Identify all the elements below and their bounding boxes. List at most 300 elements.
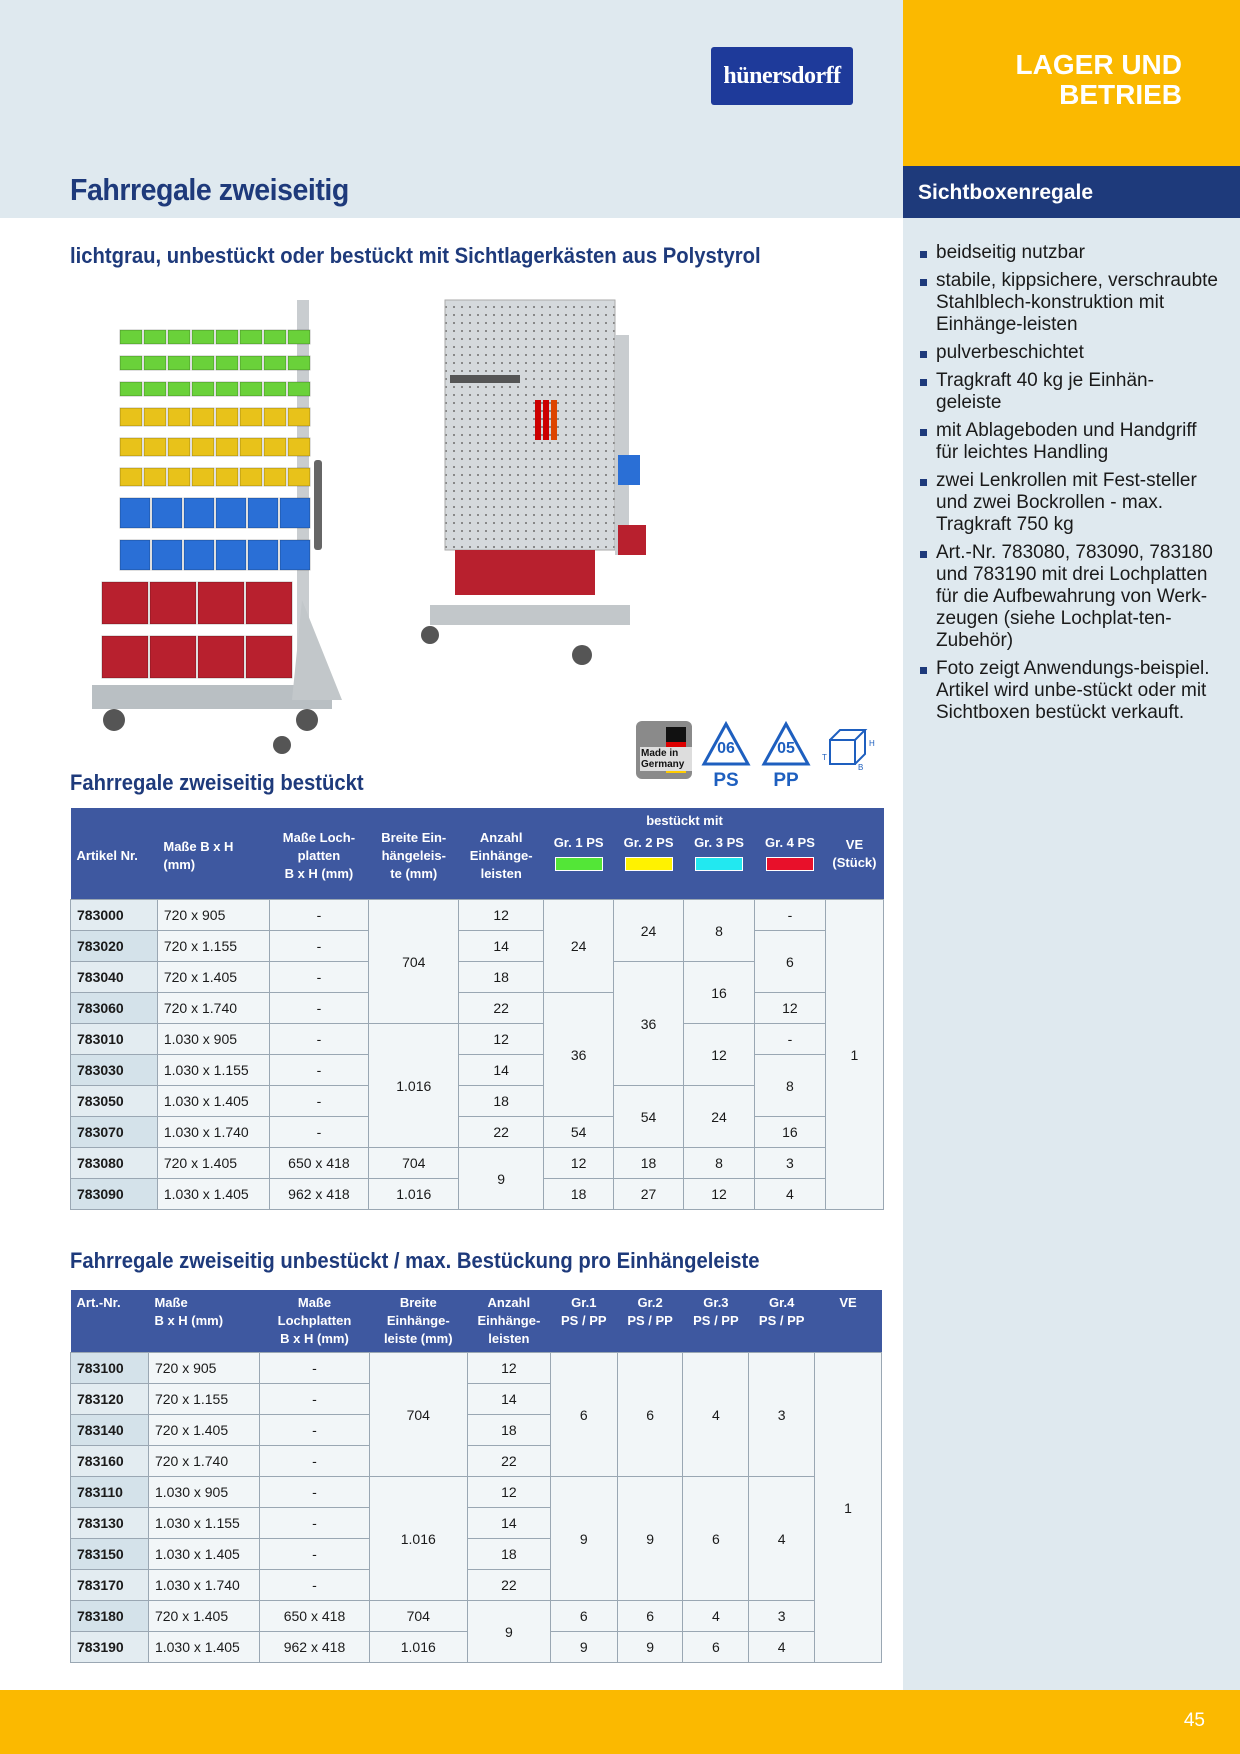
color-swatch-cyan (695, 857, 743, 871)
color-swatch-red (766, 857, 814, 871)
col-header-ve (825, 808, 883, 900)
cell-anzahl: 12 (459, 1024, 544, 1055)
ps-code: 06 (717, 740, 735, 757)
cell-gr4: 12 (754, 993, 825, 1024)
bin-shape (198, 636, 244, 678)
cell-breite: 704 (369, 1601, 467, 1632)
col-header-anzahl-1: Anzahl (479, 829, 523, 845)
cell-anzahl: 18 (459, 1086, 544, 1117)
bin-shape (264, 330, 286, 344)
cell-gr3: 12 (684, 1024, 755, 1086)
bin-shape (120, 356, 142, 370)
col-header-gr3 (683, 1290, 749, 1353)
cell-gr2: 9 (617, 1477, 683, 1601)
feature-item: pulverbeschichtet (918, 342, 1218, 364)
col-header-gr4-2: PS / PP (758, 1313, 805, 1328)
cell-gr4: 4 (749, 1632, 815, 1663)
cell-dims: 720 x 1.155 (148, 1384, 259, 1415)
cell-loch: - (260, 1508, 369, 1539)
cell-anzahl: 22 (467, 1570, 550, 1601)
made-in-germany-badge (636, 721, 692, 779)
bin-shape (264, 408, 286, 426)
bin-shape (144, 330, 166, 344)
bin-shape (248, 540, 278, 570)
recycle-ps-icon (700, 720, 752, 790)
cell-gr2: 54 (614, 1086, 684, 1148)
section-title-bestueckt: Fahrregale zweiseitig bestückt (70, 770, 364, 795)
cell-art: 783140 (71, 1415, 149, 1446)
bin-shape (168, 468, 190, 486)
col-header-breite-2: hängeleis- (381, 847, 446, 863)
bin-shape (288, 382, 310, 396)
col-header-gr2 (617, 1290, 683, 1353)
bin-shape (288, 468, 310, 486)
cell-dims: 1.030 x 1.740 (148, 1570, 259, 1601)
col-header-gr1-1: Gr.1 (571, 1295, 597, 1310)
col-header-loch (269, 808, 369, 900)
bin-shape (216, 540, 246, 570)
col-header-gr3-2: PS / PP (693, 1313, 739, 1328)
bin-shape (120, 498, 150, 528)
col-header-breite-1: Breite Ein- (381, 829, 447, 845)
cell-art: 783060 (71, 993, 158, 1024)
cell-gr3: 6 (683, 1632, 749, 1663)
bin-shape (120, 382, 142, 396)
cell-gr1: 6 (550, 1601, 617, 1632)
color-swatch-yellow (625, 857, 673, 871)
bin-shape (264, 382, 286, 396)
bin-shape (288, 330, 310, 344)
cell-anzahl: 9 (459, 1148, 544, 1210)
cell-gr2: 36 (614, 962, 684, 1086)
cell-gr3: 4 (683, 1353, 749, 1477)
category-title (1016, 50, 1182, 110)
col-header-gr4-label: Gr. 4 PS (765, 835, 815, 850)
cell-art: 783010 (71, 1024, 158, 1055)
cell-gr2: 9 (617, 1632, 683, 1663)
cell-breite: 704 (369, 900, 459, 1024)
col-header-ve-1: VE (845, 836, 864, 852)
cell-gr1: 6 (550, 1353, 617, 1477)
cell-loch: - (269, 1024, 369, 1055)
col-header-breite-3: te (mm) (390, 865, 438, 881)
cell-breite: 704 (369, 1353, 467, 1477)
cell-dims: 720 x 905 (157, 900, 269, 931)
cell-breite: 704 (369, 1148, 459, 1179)
cell-dims: 720 x 1.740 (157, 993, 269, 1024)
cell-gr3: 16 (684, 962, 755, 1024)
bin-shape (120, 540, 150, 570)
footer-bar (0, 1690, 1240, 1754)
cell-loch: 962 x 418 (269, 1179, 369, 1210)
col-header-anzahl-3: leisten (488, 1331, 530, 1346)
cell-anzahl: 12 (467, 1477, 550, 1508)
col-header-gr2-2: PS / PP (627, 1313, 673, 1328)
cell-art: 783120 (71, 1384, 149, 1415)
bin-shape (240, 468, 262, 486)
bin-shape (264, 438, 286, 456)
bin-shape (216, 408, 238, 426)
cell-gr1: 36 (544, 993, 614, 1117)
cell-loch: - (260, 1446, 369, 1477)
product-image-lochplatten (410, 295, 650, 675)
bin-shape (184, 540, 214, 570)
cell-loch: - (260, 1384, 369, 1415)
col-header-gr1 (550, 1290, 617, 1353)
table-unbestueckt (70, 1290, 882, 1663)
cell-art: 783090 (71, 1179, 158, 1210)
col-header-breite (369, 1290, 467, 1353)
cell-dims: 1.030 x 905 (157, 1024, 269, 1055)
cell-art: 783100 (71, 1353, 149, 1384)
cell-anzahl: 22 (467, 1446, 550, 1477)
cell-anzahl: 12 (467, 1353, 550, 1384)
bin-shape (240, 438, 262, 456)
col-header-loch (260, 1290, 369, 1353)
cell-gr1: 24 (544, 900, 614, 993)
col-header-ve: VE (815, 1290, 882, 1353)
cell-dims: 1.030 x 1.740 (157, 1117, 269, 1148)
cell-gr1: 18 (544, 1179, 614, 1210)
cell-art: 783070 (71, 1117, 158, 1148)
cell-dims: 1.030 x 905 (148, 1477, 259, 1508)
table-bestueckt (70, 808, 884, 1210)
cell-dims: 720 x 1.405 (148, 1415, 259, 1446)
cell-anzahl: 22 (459, 1117, 544, 1148)
bin-shape (192, 468, 214, 486)
cell-art: 783150 (71, 1539, 149, 1570)
cell-gr2: 6 (617, 1353, 683, 1477)
cell-loch: 962 x 418 (260, 1632, 369, 1663)
table-row (71, 1477, 882, 1508)
subcategory-label: Sichtboxenregale (918, 181, 1094, 204)
cell-dims: 1.030 x 1.155 (148, 1508, 259, 1539)
cell-loch: - (260, 1539, 369, 1570)
bin-shape (144, 438, 166, 456)
cell-anzahl: 9 (467, 1601, 550, 1663)
col-header-loch-1: Maße (297, 1295, 332, 1310)
brand-logo (711, 47, 853, 105)
bin-shape (240, 408, 262, 426)
cell-gr4: 3 (749, 1353, 815, 1477)
cell-gr2: 24 (614, 900, 684, 962)
page-title: Fahrregale zweiseitig (70, 172, 349, 207)
bin-shape (216, 382, 238, 396)
cell-dims: 1.030 x 1.155 (157, 1055, 269, 1086)
bin-shape (264, 468, 286, 486)
table-row (71, 931, 884, 962)
feature-item: Art.-Nr. 783080, 783090, 783180 und 783190 mit drei Lochplatten für die Aufbewahrung von Werk-zeugen (siehe Lochplat-ten-Zubehör) (918, 542, 1218, 652)
dim-b-label: B (858, 763, 864, 770)
bin-shape (264, 356, 286, 370)
col-header-anzahl-1: Anzahl (487, 1295, 531, 1310)
dim-t-label: T (822, 753, 827, 762)
cell-anzahl: 18 (467, 1539, 550, 1570)
color-swatch-green (555, 857, 603, 871)
bin-shape (168, 356, 190, 370)
cell-art: 783080 (71, 1148, 158, 1179)
bin-shape (246, 636, 292, 678)
cell-dims: 1.030 x 1.405 (148, 1539, 259, 1570)
table-row (71, 1601, 882, 1632)
cell-loch: - (269, 1117, 369, 1148)
cell-gr3: 8 (684, 1148, 755, 1179)
cell-dims: 1.030 x 1.405 (157, 1086, 269, 1117)
bin-shape (120, 438, 142, 456)
col-header-gr4-1: Gr.4 (769, 1295, 795, 1310)
col-header-gr3-1: Gr.3 (703, 1295, 729, 1310)
col-header-art: Artikel Nr. (71, 808, 158, 900)
cell-anzahl: 12 (459, 900, 544, 931)
bin-shape (192, 330, 214, 344)
cell-gr4: 4 (749, 1477, 815, 1601)
cell-gr2: 27 (614, 1179, 684, 1210)
cell-art: 783160 (71, 1446, 149, 1477)
cell-loch: - (260, 1353, 369, 1384)
bin-shape (216, 330, 238, 344)
bin-shape (102, 636, 148, 678)
bin-shape (216, 468, 238, 486)
cell-loch: - (269, 1055, 369, 1086)
bin-shape (192, 408, 214, 426)
cell-gr3: 6 (683, 1477, 749, 1601)
bin-shape (216, 438, 238, 456)
bin-shape (144, 408, 166, 426)
col-header-dims (148, 1290, 259, 1353)
cell-gr1: 12 (544, 1148, 614, 1179)
cell-loch: - (269, 993, 369, 1024)
cell-gr1: 9 (550, 1477, 617, 1601)
bin-shape (120, 330, 142, 344)
cell-loch: - (260, 1415, 369, 1446)
cell-gr1: 54 (544, 1117, 614, 1148)
col-header-gr1 (544, 830, 614, 900)
table-row (71, 1353, 882, 1384)
cell-loch: - (260, 1477, 369, 1508)
bin-shape (152, 498, 182, 528)
cell-gr3: 8 (684, 900, 755, 962)
col-header-loch-2: Lochplatten (277, 1313, 352, 1328)
col-header-gr2-label: Gr. 2 PS (623, 835, 674, 850)
bin-shape (288, 408, 310, 426)
col-header-loch-3: B x H (mm) (280, 1331, 349, 1346)
cell-art: 783000 (71, 900, 158, 931)
cell-gr4: 4 (754, 1179, 825, 1210)
col-header-ve-2: (Stück) (832, 854, 877, 870)
cell-art: 783190 (71, 1632, 149, 1663)
bin-shape (198, 582, 244, 624)
bin-shape (192, 356, 214, 370)
dim-h-label: H (869, 739, 875, 748)
feature-item: beidseitig nutzbar (918, 242, 1218, 264)
col-header-breite-1: Breite (399, 1295, 437, 1310)
bin-shape (144, 382, 166, 396)
bin-shape (168, 330, 190, 344)
cell-loch: 650 x 418 (269, 1148, 369, 1179)
bin-shape (144, 468, 166, 486)
col-header-loch-1: Maße Loch- (282, 829, 356, 845)
cell-loch: 650 x 418 (260, 1601, 369, 1632)
bin-shape (184, 498, 214, 528)
cell-dims: 1.030 x 1.405 (148, 1632, 259, 1663)
bin-shape (120, 408, 142, 426)
cell-loch: - (269, 962, 369, 993)
cell-loch: - (269, 931, 369, 962)
bin-shape (280, 498, 310, 528)
bin-shape (168, 382, 190, 396)
cell-gr4: - (754, 900, 825, 931)
bin-shape (150, 636, 196, 678)
table-row (71, 993, 884, 1024)
cell-breite: 1.016 (369, 1632, 467, 1663)
bin-shape (288, 356, 310, 370)
page-subtitle: lichtgrau, unbestückt oder bestückt mit Sichtlagerkästen aus Polystyrol (70, 243, 761, 268)
col-header-anzahl-3: leisten (480, 865, 522, 881)
cell-gr3: 24 (684, 1086, 755, 1148)
cell-loch: - (269, 1086, 369, 1117)
cell-dims: 720 x 1.155 (157, 931, 269, 962)
col-header-anzahl (467, 1290, 550, 1353)
cell-gr3: 4 (683, 1601, 749, 1632)
col-header-gr2 (614, 830, 684, 900)
bin-shape (248, 498, 278, 528)
group-header-bestueckt-mit: bestückt mit (544, 808, 826, 830)
cell-gr3: 12 (684, 1179, 755, 1210)
bin-shape (102, 582, 148, 624)
feature-item: zwei Lenkrollen mit Fest-steller und zwei Bockrollen - max. Tragkraft 750 kg (918, 470, 1218, 536)
table-row (71, 1055, 884, 1086)
dimensions-cube-icon (820, 722, 880, 770)
cell-art: 783040 (71, 962, 158, 993)
cell-art: 783170 (71, 1570, 149, 1601)
cell-dims: 720 x 1.740 (148, 1446, 259, 1477)
cell-gr4: 8 (754, 1055, 825, 1117)
feature-item: Foto zeigt Anwendungs-beispiel. Artikel wird unbe-stückt oder mit Sichtboxen bestückt verkauft. (918, 658, 1218, 724)
col-header-dims-2: B x H (mm) (154, 1313, 224, 1328)
cell-gr2: 18 (614, 1148, 684, 1179)
bin-shape (168, 438, 190, 456)
col-header-breite-3: leiste (mm) (383, 1331, 453, 1346)
cell-dims: 720 x 1.405 (148, 1601, 259, 1632)
product-image-bins (92, 300, 372, 755)
bin-shape (240, 356, 262, 370)
cell-art: 783050 (71, 1086, 158, 1117)
col-header-dims (157, 808, 269, 900)
made-in-text: Made in Germany (640, 747, 692, 771)
col-header-gr1-label: Gr. 1 PS (553, 835, 604, 850)
cell-dims: 720 x 1.405 (157, 1148, 269, 1179)
category-line-2: BETRIEB (1059, 79, 1182, 110)
cell-anzahl: 14 (459, 931, 544, 962)
col-header-anzahl-2: Einhänge- (477, 1313, 541, 1328)
recycle-pp-icon (760, 720, 812, 790)
bin-shape (192, 382, 214, 396)
cell-ve: 1 (825, 900, 883, 1210)
bin-shape (240, 382, 262, 396)
col-header-breite-2: Einhänge- (386, 1313, 450, 1328)
cell-gr4: 3 (749, 1601, 815, 1632)
ps-label: PS (713, 770, 739, 791)
col-header-loch-3: B x H (mm) (284, 865, 354, 881)
col-header-anzahl (459, 808, 544, 900)
table-row (71, 1117, 884, 1148)
col-header-anzahl-2: Einhänge- (469, 847, 533, 863)
category-line-1: LAGER UND (1015, 49, 1182, 80)
cell-gr4: 16 (754, 1117, 825, 1148)
col-header-loch-2: platten (297, 847, 341, 863)
feature-item: Tragkraft 40 kg je Einhän-geleiste (918, 370, 1218, 414)
col-header-dims-2: (mm) (163, 856, 196, 872)
cell-loch: - (269, 900, 369, 931)
cell-art: 783130 (71, 1508, 149, 1539)
cell-breite: 1.016 (369, 1477, 467, 1601)
cell-anzahl: 18 (467, 1415, 550, 1446)
pp-code: 05 (777, 740, 795, 757)
bin-shape (216, 498, 246, 528)
cell-art: 783020 (71, 931, 158, 962)
cell-gr4: 6 (754, 931, 825, 993)
cell-art: 783030 (71, 1055, 158, 1086)
cell-anzahl: 14 (467, 1384, 550, 1415)
bin-shape (144, 356, 166, 370)
cell-dims: 1.030 x 1.405 (157, 1179, 269, 1210)
col-header-dims-1: Maße B x H (163, 838, 234, 854)
cell-gr2: 6 (617, 1601, 683, 1632)
col-header-dims-1: Maße (154, 1295, 188, 1310)
cell-art: 783110 (71, 1477, 149, 1508)
cell-art: 783180 (71, 1601, 149, 1632)
col-header-breite (369, 808, 459, 900)
bin-shape (120, 468, 142, 486)
cell-breite: 1.016 (369, 1024, 459, 1148)
cell-anzahl: 18 (459, 962, 544, 993)
col-header-gr4 (749, 1290, 815, 1353)
subcategory-bar (903, 166, 1240, 218)
feature-item: mit Ablageboden und Handgriff für leichtes Handling (918, 420, 1218, 464)
bin-shape (246, 582, 292, 624)
cell-gr4: 3 (754, 1148, 825, 1179)
bin-shape (168, 408, 190, 426)
cell-dims: 720 x 905 (148, 1353, 259, 1384)
bin-shape (240, 330, 262, 344)
table-row (71, 1024, 884, 1055)
col-header-gr1-2: PS / PP (561, 1313, 607, 1328)
cell-gr1: 9 (550, 1632, 617, 1663)
col-header-gr3 (684, 830, 755, 900)
bin-shape (280, 540, 310, 570)
cell-gr4: - (754, 1024, 825, 1055)
pp-label: PP (773, 770, 799, 791)
cell-loch: - (260, 1570, 369, 1601)
cell-anzahl: 22 (459, 993, 544, 1024)
col-header-gr4 (754, 830, 825, 900)
col-header-art: Art.-Nr. (71, 1290, 149, 1353)
bin-shape (192, 438, 214, 456)
bin-shape (288, 438, 310, 456)
cell-ve: 1 (815, 1353, 882, 1663)
cell-dims: 720 x 1.405 (157, 962, 269, 993)
cell-anzahl: 14 (459, 1055, 544, 1086)
bin-shape (216, 356, 238, 370)
section-title-unbestueckt: Fahrregale zweiseitig unbestückt / max. Bestückung pro Einhängeleiste (70, 1248, 760, 1273)
feature-item: stabile, kippsichere, verschraubte Stahlblech-konstruktion mit Einhänge-leisten (918, 270, 1218, 336)
table-row (71, 900, 884, 931)
col-header-gr3-label: Gr. 3 PS (694, 835, 744, 850)
col-header-gr2-1: Gr.2 (637, 1295, 663, 1310)
cell-breite: 1.016 (369, 1179, 459, 1210)
bin-shape (150, 582, 196, 624)
feature-list (918, 242, 1218, 730)
